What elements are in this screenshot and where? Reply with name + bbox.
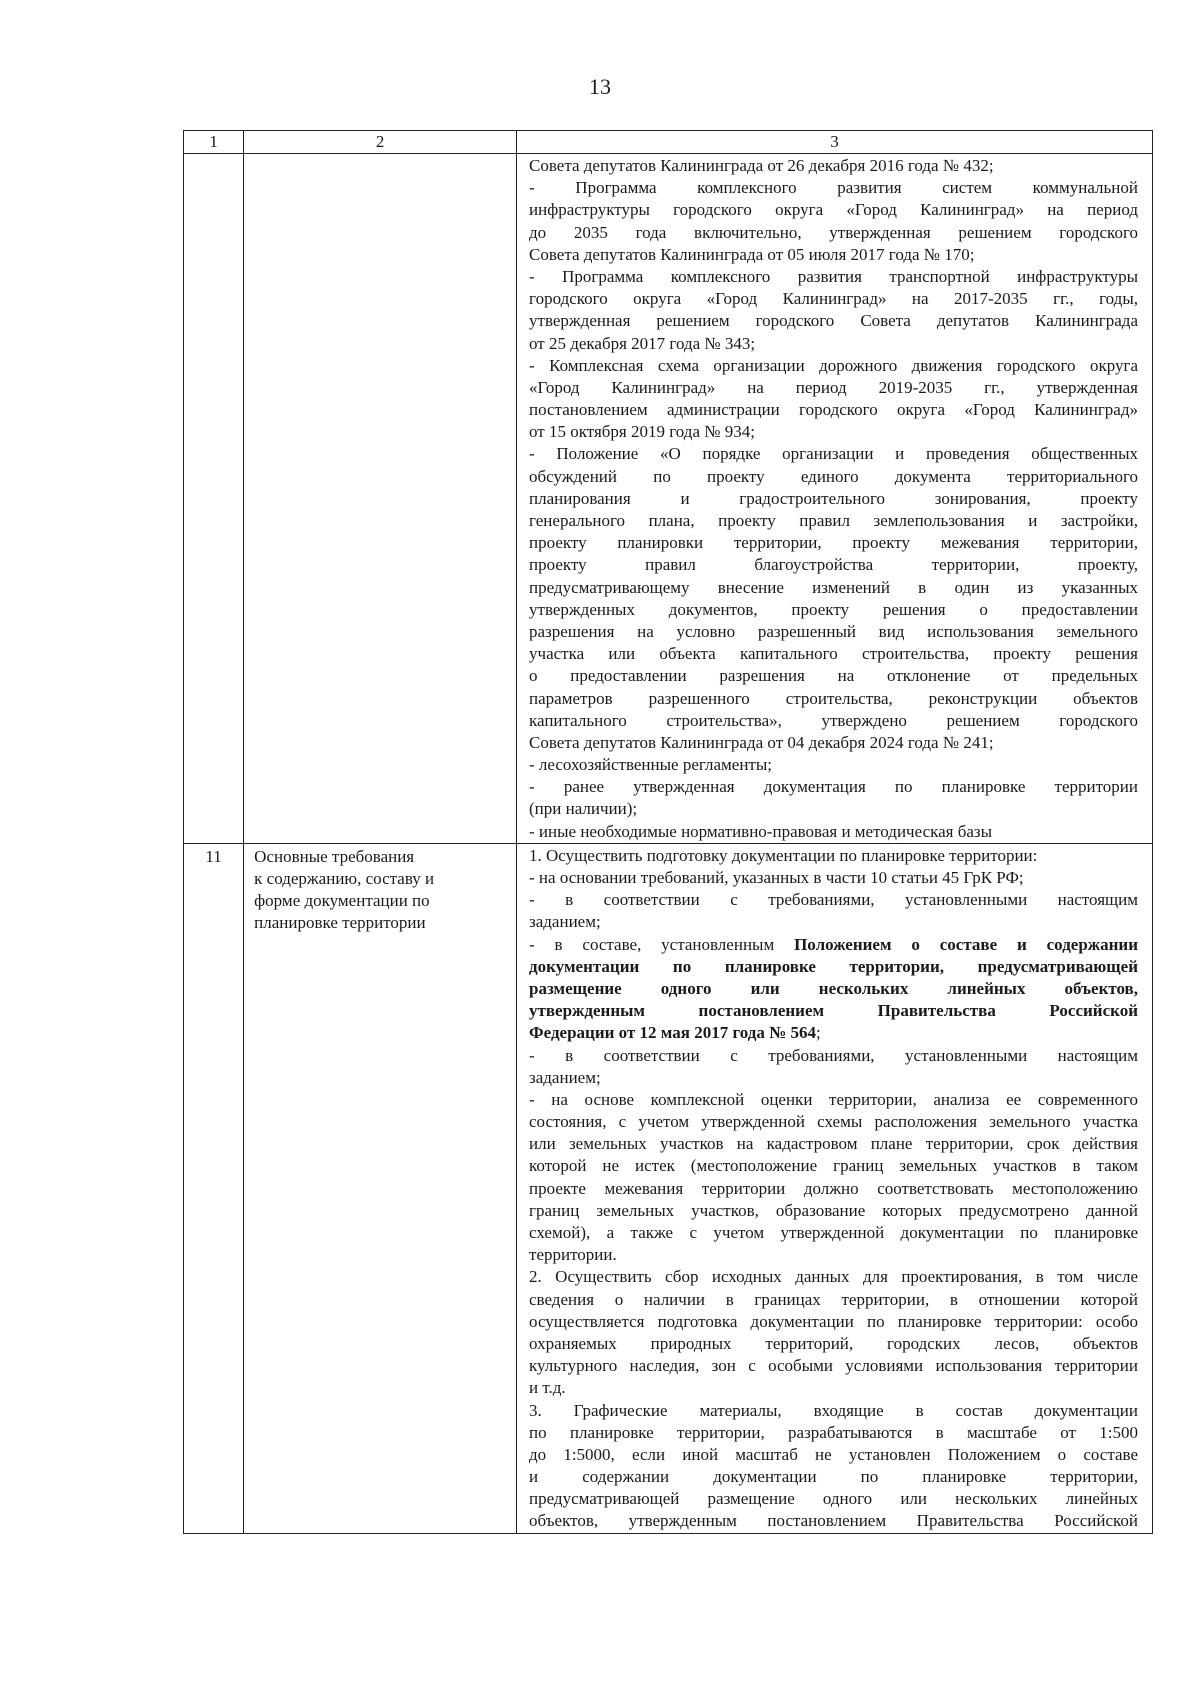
text-line: Совета депутатов Калининграда от 26 декабря 2016 года № 432; [529,156,994,175]
title-line: Основные требования [254,846,415,866]
text-line: капитального строительства», утверждено решением городского [529,710,1138,730]
title-line: форме документации по [254,891,430,911]
text-line: - в соответствии с требованиями, установленными настоящим [529,1045,1138,1065]
text-line: предусматривающему внесение изменений в один из указанных [529,577,1138,597]
text-line: и т.д. [529,1378,566,1398]
text-line: по планировке территории, разрабатываются в масштабе от 1:500 [529,1422,1138,1442]
text-line: - лесохозяйственные регламенты; [529,755,773,775]
text-line: 3. Графические материалы, входящие в состав документации [529,1400,1138,1420]
text-line: утвержденным постановлением Правительства Российской [529,1001,1138,1021]
text-line: Совета депутатов Калининграда от 05 июля 2017 года № 170; [529,244,975,264]
text-line: разрешения на условно разрешенный вид использования земельного [529,621,1138,641]
page-number: 13 [589,74,611,99]
text-line: утвержденная решением городского Совета депутатов Калининграда [529,311,1138,331]
text-line: утвержденных документов, проекту решения о предоставлении [529,599,1138,619]
header-cell-2: 2 [244,131,517,154]
text-line: размещение одного или нескольких линейных объектов, [529,978,1138,998]
text-line: 2. Осуществить сбор исходных данных для проектирования, в том числе [529,1267,1138,1287]
text-line: и содержании документации по планировке территории, [529,1467,1138,1487]
text-line: «Город Калининград» на период 2019-2035 гг., утвержденная [529,377,1138,397]
text-line: - ранее утвержденная документация по планировке территории [529,777,1138,797]
text-line: - на основе комплексной оценки территории, анализа ее современного [529,1089,1138,1109]
text-line: культурного наследия, зон с особыми условиями использования территории [529,1356,1138,1376]
text-line: предусматривающей размещение одного или нескольких линейных [529,1489,1138,1509]
text-line: до 1:5000, если иной масштаб не установлен Положением о составе [529,1444,1138,1464]
text-line: - иные необходимые нормативно-правовая и методическая базы [529,821,993,841]
text-line: проекту правил благоустройства территории, проекту, [529,555,1138,575]
text-line: осуществляется подготовка документации по планировке территории: особо [529,1311,1138,1331]
text-line: Федерации от 12 мая 2017 года № 564; [529,1023,821,1043]
text-line: состояния, с учетом утвержденной схемы расположения земельного участка [529,1112,1138,1132]
row-number [184,154,244,844]
text-line: инфраструктуры городского округа «Город Калининград» на период [529,200,1138,220]
text-line: заданием; [529,912,601,932]
text-line: параметров разрешенного строительства, реконструкции объектов [529,688,1138,708]
text-line: заданием; [529,1067,601,1087]
text-line: планирования и градостроительного зонирования, проекту [529,488,1138,508]
row-content [517,154,1153,844]
title-line: к содержанию, составу и [254,869,435,888]
text-line: - на основании требований, указанных в части 10 статьи 45 ГрК РФ; [529,868,1024,887]
text-line: которой не истек (местоположение границ земельных участков в таком [529,1156,1138,1176]
text-line: территории. [529,1245,617,1265]
text-line: проекту планировки территории, проекту межевания территории, [529,533,1138,553]
text-line: до 2035 года включительно, утвержденная решением городского [529,222,1138,242]
text-line: постановлением администрации городского округа «Город Калининград» [529,400,1138,420]
text-line: проекте межевания территории должно соответствовать местоположению [529,1178,1138,1198]
text-line: или земельных участков на кадастровом плане территории, срок действия [529,1134,1138,1154]
text-line: - Комплексная схема организации дорожного движения городского округа [529,355,1138,375]
text-line: - Положение «О порядке организации и проведения общественных [529,444,1138,464]
text-line: документации по планировке территории, предусматривающей [529,956,1138,976]
text-line: схемой), а также с учетом утвержденной документации по планировке [529,1223,1138,1242]
text-line: обсуждений по проекту единого документа территориального [529,466,1138,486]
text-line: - в соответствии с требованиями, установленными настоящим [529,890,1138,910]
text-line: от 15 октября 2019 года № 934; [529,422,755,442]
text-line: Совета депутатов Калининграда от 04 декабря 2024 года № 241; [529,732,994,752]
row-title [244,843,517,1533]
text-line: охраняемых природных территорий, городских лесов, объектов [529,1333,1138,1353]
text-line: 1. Осуществить подготовку документации по планировке территории: [529,845,1038,865]
row-content [517,843,1153,1533]
text-line: генерального плана, проекту правил землепользования и застройки, [529,511,1138,530]
text-line: границ земельных участков, образование которых предусмотрено данной [529,1200,1138,1220]
text-line: - Программа комплексного развития систем коммунальной [529,178,1138,198]
text-line: - в составе, установленным Положением о составе и содержании [529,934,1138,954]
row-number: 11 [184,843,244,1533]
text-line: объектов, утвержденным постановлением Правительства Российской [529,1511,1138,1531]
text-line: от 25 декабря 2017 года № 343; [529,333,756,353]
row-title [244,154,517,844]
title-line: планировке территории [254,913,426,933]
text-line: о предоставлении разрешения на отклонение от предельных [529,666,1138,686]
header-cell-3: 3 [517,131,1153,154]
text-line: участка или объекта капитального строительства, проекту решения [529,644,1138,664]
table-row-continued [184,154,1153,844]
table-header-row [184,131,1153,154]
text-line: (при наличии); [529,799,638,819]
header-cell-1: 1 [184,131,244,154]
text-line: сведения о наличии в границах территории, в отношении которой [529,1289,1138,1309]
text-line: городского округа «Город Калининград» на 2017-2035 гг., годы, [529,289,1138,309]
text-line: - Программа комплексного развития транспортной инфраструктуры [529,266,1138,286]
requirements-table [183,130,1153,1534]
table-row-11 [184,843,1153,1533]
